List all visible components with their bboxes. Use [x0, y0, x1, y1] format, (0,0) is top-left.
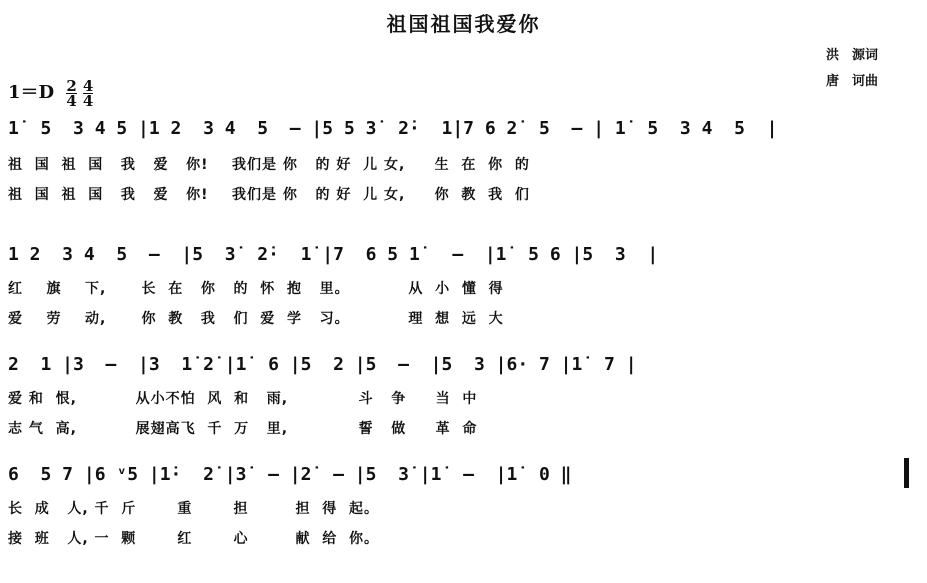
- lyric-verse-1: 爱 和 恨, 从小不怕 风 和 雨, 斗 争 当 中: [8, 391, 478, 407]
- lyric-verse-2: 接 班 人, 一 颗 红 心 献 给 你。: [8, 531, 380, 547]
- time-signature-1: $\frac{2}{4}$: [66, 76, 77, 110]
- lyric-verse-2: 爱 劳 动, 你 教 我 们 爱 学 习。 理 想 远 大: [8, 311, 504, 327]
- lyricist-credit: 洪 源词: [826, 48, 879, 63]
- lyric-verse-2: 祖 国 祖 国 我 爱 你! 我们是 你 的 好 儿 女, 你 教 我 们: [8, 187, 530, 203]
- lyric-verse-1: 祖 国 祖 国 我 爱 你! 我们是 你 的 好 儿 女, 生 在 你 的: [8, 157, 530, 173]
- song-title: 祖国祖国我爱你: [386, 12, 541, 36]
- notation-line: 2 1 |3 — |3 1̇ 2̇ |1̇ 6 |5 2 |5 — |5 3 |6· 7 |1̇ 7 |: [8, 354, 637, 375]
- composer-credit: 唐 诃曲: [826, 74, 879, 89]
- key-signature: [8, 78, 93, 108]
- notation-line: 1 2 3 4 5 — |5 3̇ 2̇· 1̇ |7 6 5 1̇ — |1̇ 5 6 |5 3 |: [8, 244, 659, 265]
- time-signature-2: $\frac{4}{4}$: [82, 76, 94, 110]
- lyric-verse-1: 红 旗 下, 长 在 你 的 怀 抱 里。 从 小 懂 得: [8, 281, 504, 297]
- lyric-verse-1: 长 成 人, 千 斤 重 担 担 得 起。: [8, 501, 380, 517]
- notation-line: 1̇ 5 3 4 5 |1 2 3 4 5 — |5 5 3̇ 2̇· 1̇|7 6 2̇ 5 — | 1̇ 5 3 4 5 |: [8, 118, 778, 139]
- notation-line: 6 5 7 |6 ᵛ5 |1̇· 2̇ |3̇ — |2̇ — |5 3̇ |1̇ — |1̇ 0 ‖: [8, 464, 572, 485]
- key-label: 1＝D: [8, 82, 55, 103]
- final-barline: [904, 458, 909, 488]
- lyric-verse-2: 志 气 高, 展翅高飞 千 万 里, 誓 做 革 命: [8, 421, 478, 437]
